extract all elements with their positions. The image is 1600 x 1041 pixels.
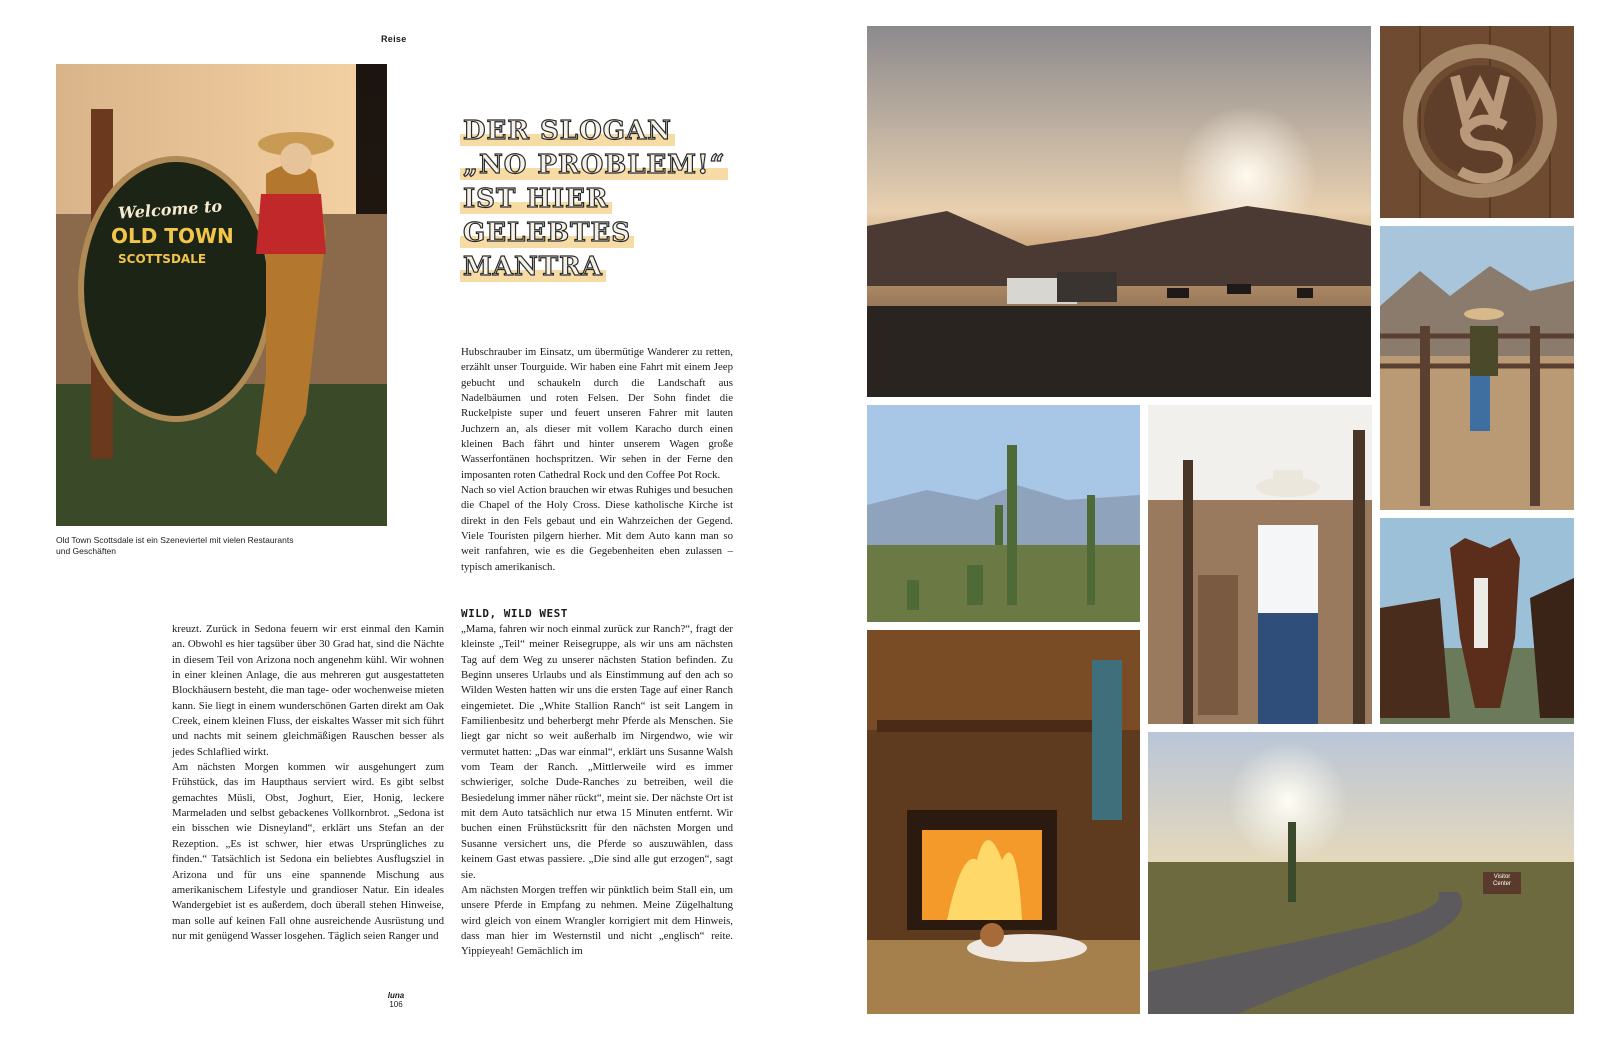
headline-line-1: DER SLOGAN: [460, 114, 728, 148]
section-label: Reise: [381, 34, 407, 44]
photo-boy-on-fence: [1380, 226, 1574, 510]
photo-desert-road: [1148, 732, 1574, 1014]
photo-horse-portrait: [1380, 518, 1574, 724]
sign-text-scottsdale: SCOTTSDALE: [118, 252, 207, 266]
photo-saguaro-desert: [867, 405, 1140, 622]
paragraph: „Mama, fahren wir noch einmal zurück zur Ranch?“, fragt der kleinste „Teil“ meiner Reisegruppe, als wir uns am nächsten Tag auf dem Weg zu unserer nächsten Station befinden. Zu Beginn unseres Urlaubs und als Einstimmung auf den ach so Wilden Westen hatten wir uns die ersten Tage auf einer Ranch eingemietet. Die „White Stallion Ranch“ ist seit Langem in Familienbesitz und beherbergt mehr Pferde als Menschen. Sie liegt gar nicht so weit außerhalb im Nirgendwo, wie wir vermutet hatten: „Das war einmal“, erklärt uns Susanne Walsh vom Team der Ranch. „Mittlerweile wird es immer schwieriger, solche Dude-Ranches zu betreiben, weil die Besiedelung immer näher rückt“, meint sie. Der nächste Ort ist mit dem Auto tatsächlich nur etwa 15 Minuten entfernt. Wir buchen einen Frühstücksritt für den nächsten Morgen und Susanne versichert uns, die Pferde so auszuwählen, dass keinem Gast etwas passiere. „Die sind alle gut erzogen“, sagt sie.: [461, 623, 733, 881]
paragraph: Am nächsten Morgen kommen wir ausgehungert zum Frühstück, das im Haupthaus serviert wird. Es gibt selbst gemachtes Müsli, Obst, Joghurt, Eier, Honig, leckere Marmeladen und selbst gebackenes Vollkornbrot. „Sedona ist ein bisschen wie Disneyland“, erklärt uns Stefan an der Rezeption. „Es ist schwer, hier etwas Ursprüngliches zu finden.“ Tatsächlich ist Sedona ein beliebtes Ausflugsziel in Arizona und für uns eine spannende Mischung aus amerikanischem Lifestyle und grandioser Natur. Ein ideales Wandergebiet ist es außerdem, doch überall stehen Hinweise, man solle auf keinen Fall ohne ausreichende Ausrüstung und nur mit genügend Wasser losgehen. Täglich seien Ranger und: [172, 761, 444, 942]
headline-line-2: „NO PROBLEM!“: [460, 148, 728, 182]
photo-old-town-scottsdale: [56, 64, 387, 526]
headline: [460, 114, 728, 284]
photo-cowboy-stable: [1148, 405, 1372, 724]
page-number: 106: [389, 1000, 403, 1009]
magazine-brand: luna: [387, 991, 405, 1000]
sign-text-welcome: Welcome to: [117, 196, 223, 223]
paragraph: Am nächsten Morgen treffen wir pünktlich beim Stall ein, um unsere Pferde in Empfang zu nehmen. Meine Zügelhaltung wird gleich von einem Wrangler korrigiert mit dem Hinweis, dass man hier im Westernstil und nicht „englisch“ reite. Yippieyeah! Gemächlich im: [461, 883, 733, 958]
photo-caption: Old Town Scottsdale ist ein Szeneviertel mit vielen Restaurants und Geschäften: [56, 535, 294, 556]
road-sign-line: Center: [1492, 881, 1511, 887]
photo-ws-brand-wood: [1380, 26, 1574, 218]
folio: [386, 991, 406, 1009]
paragraph: kreuzt. Zurück in Sedona feuern wir erst einmal den Kamin an. Obwohl es hier tagsüber über 30 Grad hat, sind die Nächte in diesem Teil von Arizona noch angenehm kühl. Wir wohnen in einer kleinen Anlage, die aus mehreren gut ausgestatteten Blockhäusern besteht, die man tage- oder wochenweise mieten kann. Sie liegt in einem wunderschönen Garten direkt am Oak Creek, einem kleinen Fluss, der eiskaltes Wasser mit sich führt und nachts mit seinem gleichmäßigen Rauschen besser als jedes Schlaflied wirkt.: [172, 623, 444, 758]
subheading-wild-west: WILD, WILD WEST: [461, 607, 568, 620]
headline-line-5: MANTRA: [460, 250, 728, 284]
photo-ranch-sunset: [867, 26, 1371, 397]
headline-line-4: GELEBTES: [460, 216, 728, 250]
road-sign-line: Visitor: [1493, 874, 1511, 880]
paragraph: Nach so viel Action brauchen wir etwas Ruhiges und besuchen die Chapel of the Holy Cross. Diese katholische Kirche ist direkt in den Fels gebaut und ein Wahrzeichen der Gegend. Viele Touristen pilgern hierher. Mit dem Auto kann man so weit ranfahren, wie es die Gegebenheiten eben zulassen – typisch amerikanisch.: [461, 484, 733, 573]
sign-text-old-town: OLD TOWN: [111, 224, 234, 248]
body-column-right-bottom: [461, 622, 733, 960]
photo-fireplace: [867, 630, 1140, 1014]
headline-line-3: IST HIER: [460, 182, 728, 216]
paragraph: Hubschrauber im Einsatz, um übermütige Wanderer zu retten, erzählt unser Tourguide. Wir haben eine Fahrt mit einem Jeep gebucht und schaukeln durch die Landschaft aus Nadelbäumen und roten Felsen. Der Sohn findet die Ruckelpiste super und feuert unseren Fahrer mit lauten Juchzern an, als dieser mit vollem Karacho durch einen kleinen Bach fährt und hinter unserem Wagen große Wasserfontänen hochspritzen. Wir sehen in der Ferne den imposanten roten Cathedral Rock und den Coffee Pot Rock.: [461, 346, 733, 481]
body-column-right-top: [461, 345, 733, 575]
body-column-left: [172, 622, 444, 944]
road-sign-visitor-center: [1485, 874, 1519, 888]
